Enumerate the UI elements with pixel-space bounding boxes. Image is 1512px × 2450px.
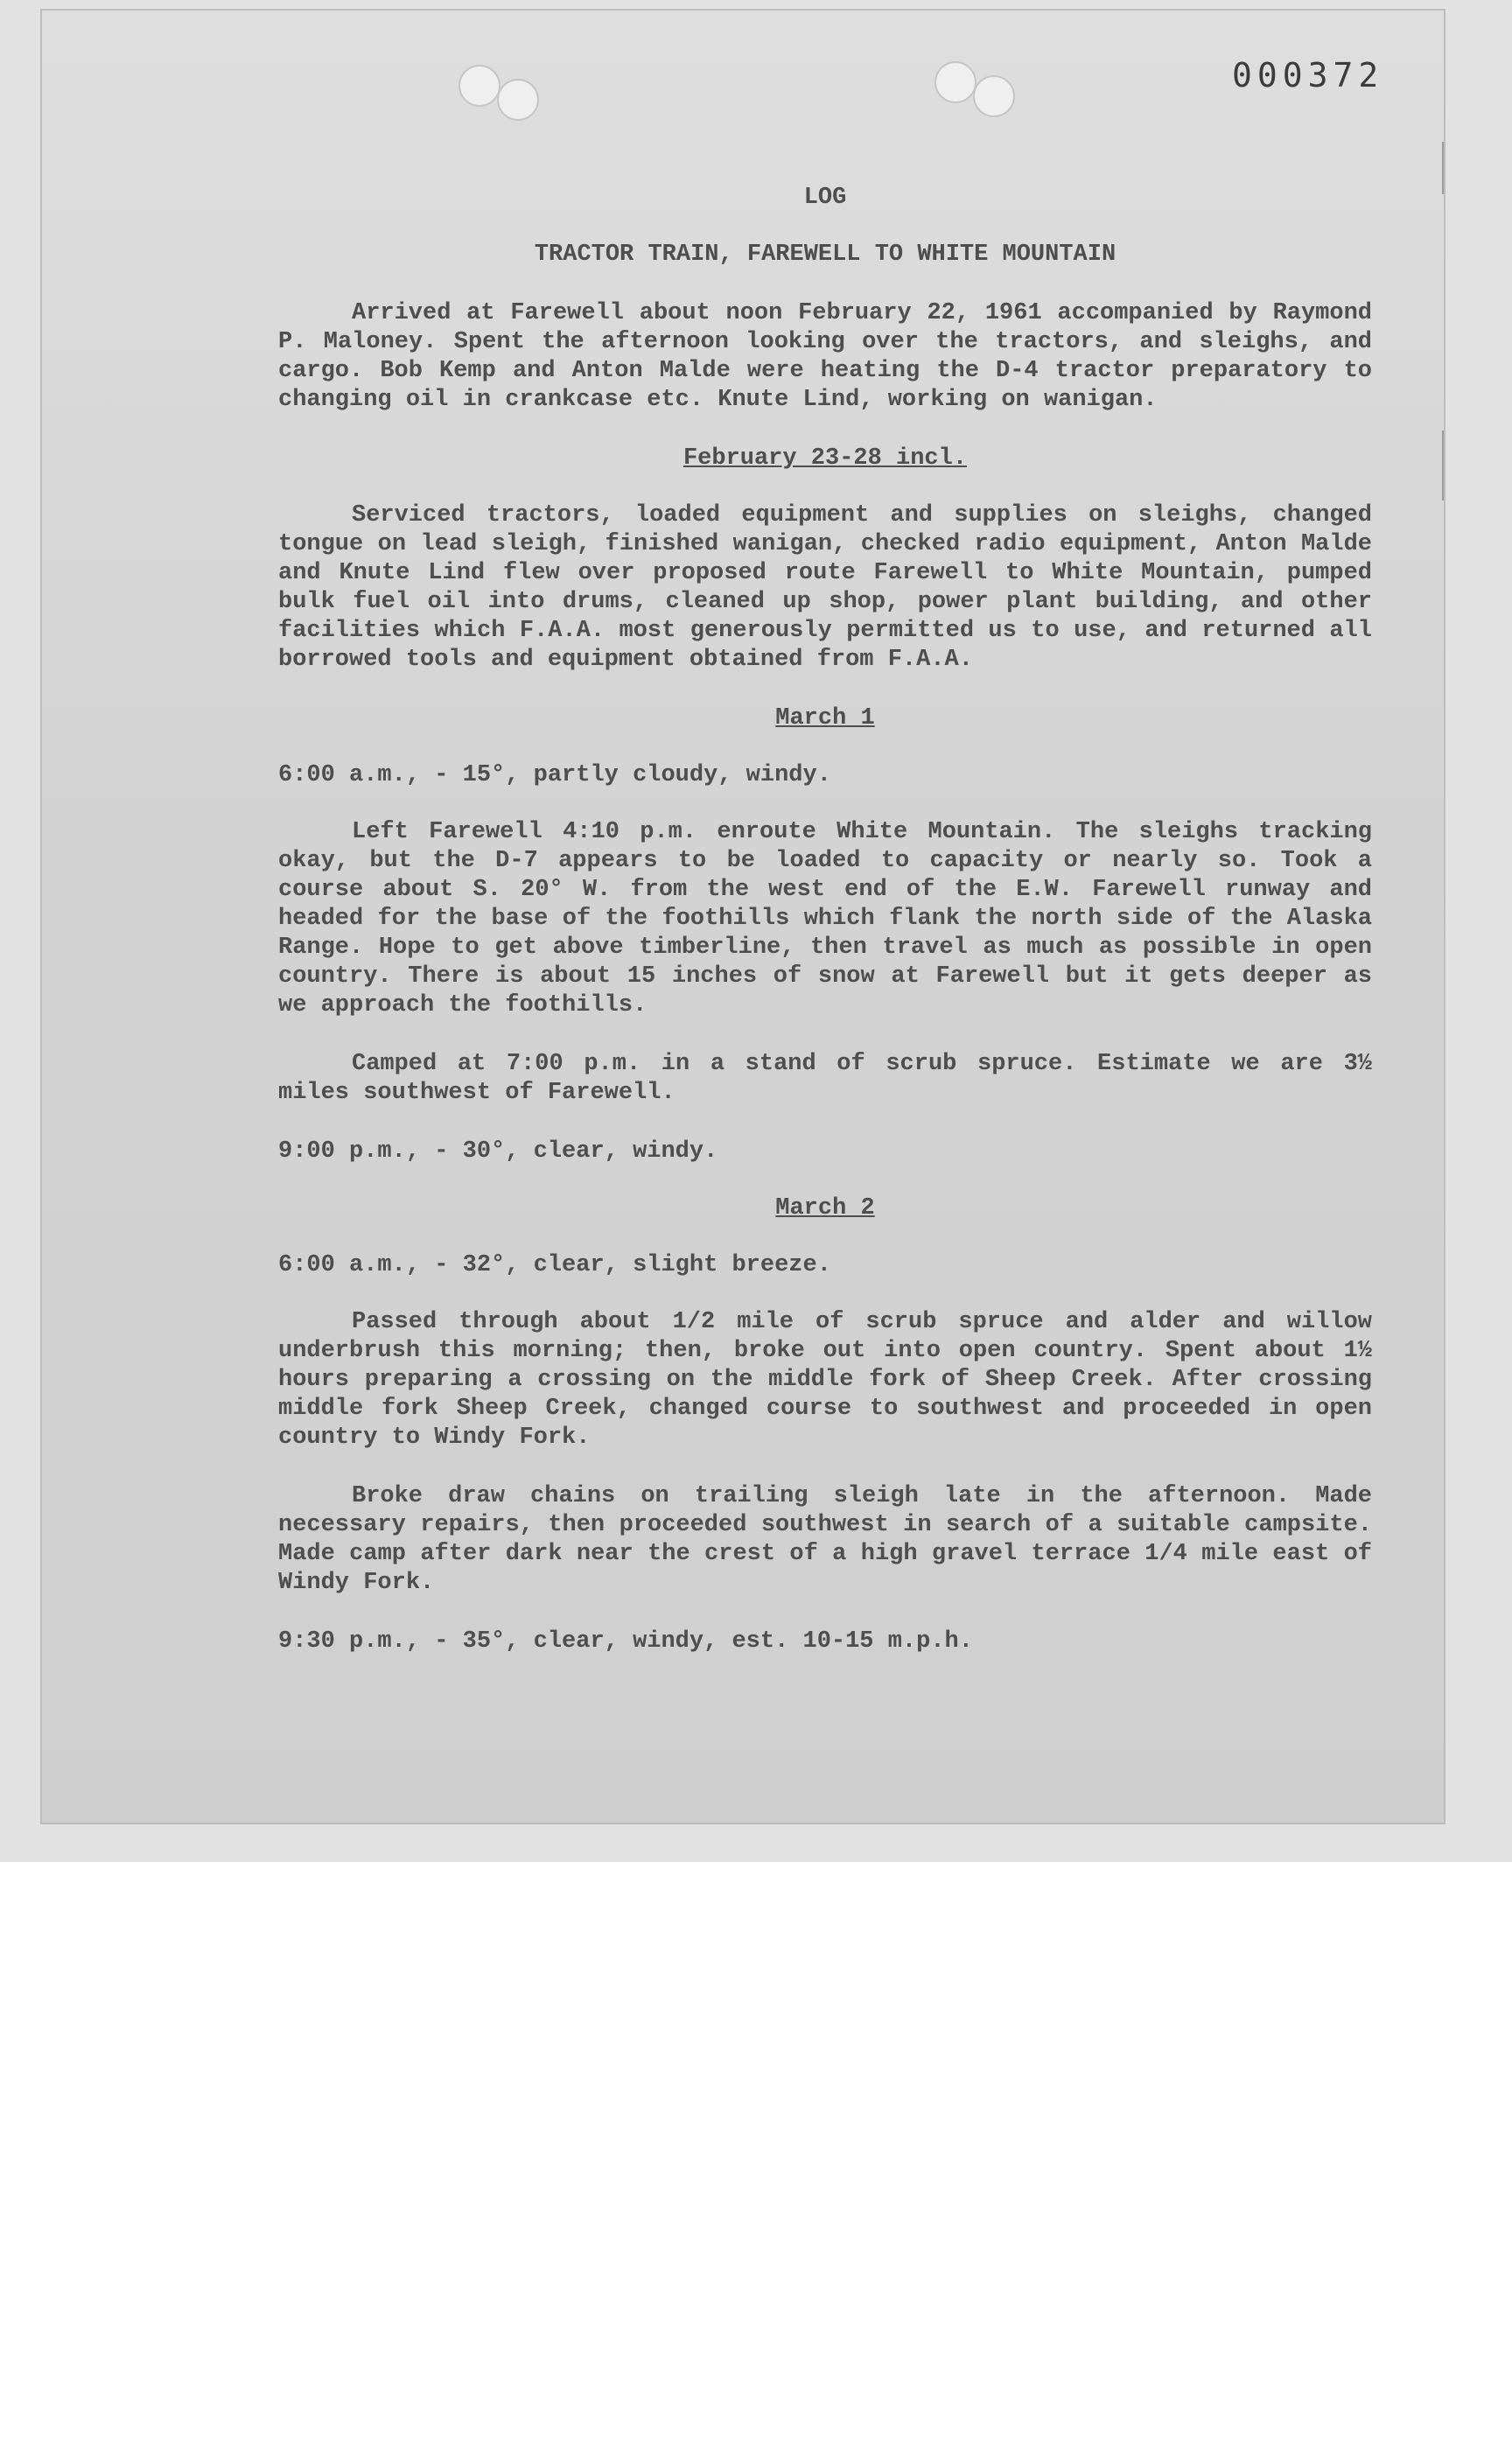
march2-repair-paragraph: Broke draw chains on trailing sleigh late in the afternoon. Made necessary repairs, then proceeded southwest in search of a suitable campsite. Made camp after dark near the crest of a high gravel terrace 1/4 mile east of Windy Fork.: [278, 1483, 1372, 1596]
punch-hole: [497, 79, 539, 121]
weather-entry: 9:30 p.m., - 35°, clear, windy, est. 10-15 m.p.h.: [278, 1628, 973, 1655]
march1-camp-paragraph: Camped at 7:00 p.m. in a stand of scrub spruce. Estimate we are 3½ miles southwest of Farewell.: [278, 1051, 1372, 1106]
punch-hole: [934, 61, 976, 103]
document-page: [40, 9, 1446, 1824]
edge-mark: [1442, 142, 1444, 194]
feb-paragraph: Serviced tractors, loaded equipment and supplies on sleighs, changed tongue on lead sleigh, finished wanigan, checked radio equipment, Anton Malde and Knute Lind flew over proposed route Farewell to White Mountain, pumped bulk fuel oil into drums, cleaned up shop, power plant building, and other facilities which F.A.A. most generously permitted us to use, and returned all borrowed tools and equipment obtained from F.A.A.: [278, 502, 1372, 673]
march1-paragraph: Left Farewell 4:10 p.m. enroute White Mountain. The sleighs tracking okay, but the D-7 appears to be loaded to capacity or nearly so. Took a course about S. 20° W. from the west end of the E.W. Farewell runway and headed for the base of the foothills which flank the north side of the Alaska Range. Hope to get above timberline, then travel as much as possible in open country. There is about 15 inches of snow at Farewell but it gets deeper as we approach the foothills.: [278, 819, 1372, 1018]
punch-hole: [973, 75, 1015, 117]
page-number: 000372: [1232, 56, 1384, 94]
weather-entry: 9:00 p.m., - 30°, clear, windy.: [278, 1138, 718, 1165]
document-body: [278, 184, 1372, 1684]
date-heading-feb: February 23-28 incl.: [682, 445, 968, 472]
edge-mark: [1442, 430, 1444, 500]
weather-entry: 6:00 a.m., - 32°, clear, slight breeze.: [278, 1252, 831, 1278]
weather-entry: 6:00 a.m., - 15°, partly cloudy, windy.: [278, 762, 831, 788]
march2-paragraph: Passed through about 1/2 mile of scrub spruce and alder and willow underbrush this morning; then, broke out into open country. Spent about 1½ hours preparing a crossing on the middle fork of Sheep Creek. After crossing middle fork Sheep Creek, changed course to southwest and proceeded in open country to Windy Fork.: [278, 1309, 1372, 1451]
document-title: TRACTOR TRAIN, FAREWELL TO WHITE MOUNTAIN: [534, 242, 1116, 268]
date-heading-march2: March 2: [775, 1195, 875, 1222]
intro-paragraph: Arrived at Farewell about noon February 22, 1961 accompanied by Raymond P. Maloney. Spent the afternoon looking over the tractors, and sleighs, and cargo. Bob Kemp and Anton Malde were heating the D-4 tractor preparatory to changing oil in crankcase etc. Knute Lind, working on wanigan.: [278, 300, 1372, 413]
date-heading-march1: March 1: [775, 705, 875, 732]
punch-hole: [458, 65, 500, 107]
log-title: LOG: [803, 185, 847, 211]
